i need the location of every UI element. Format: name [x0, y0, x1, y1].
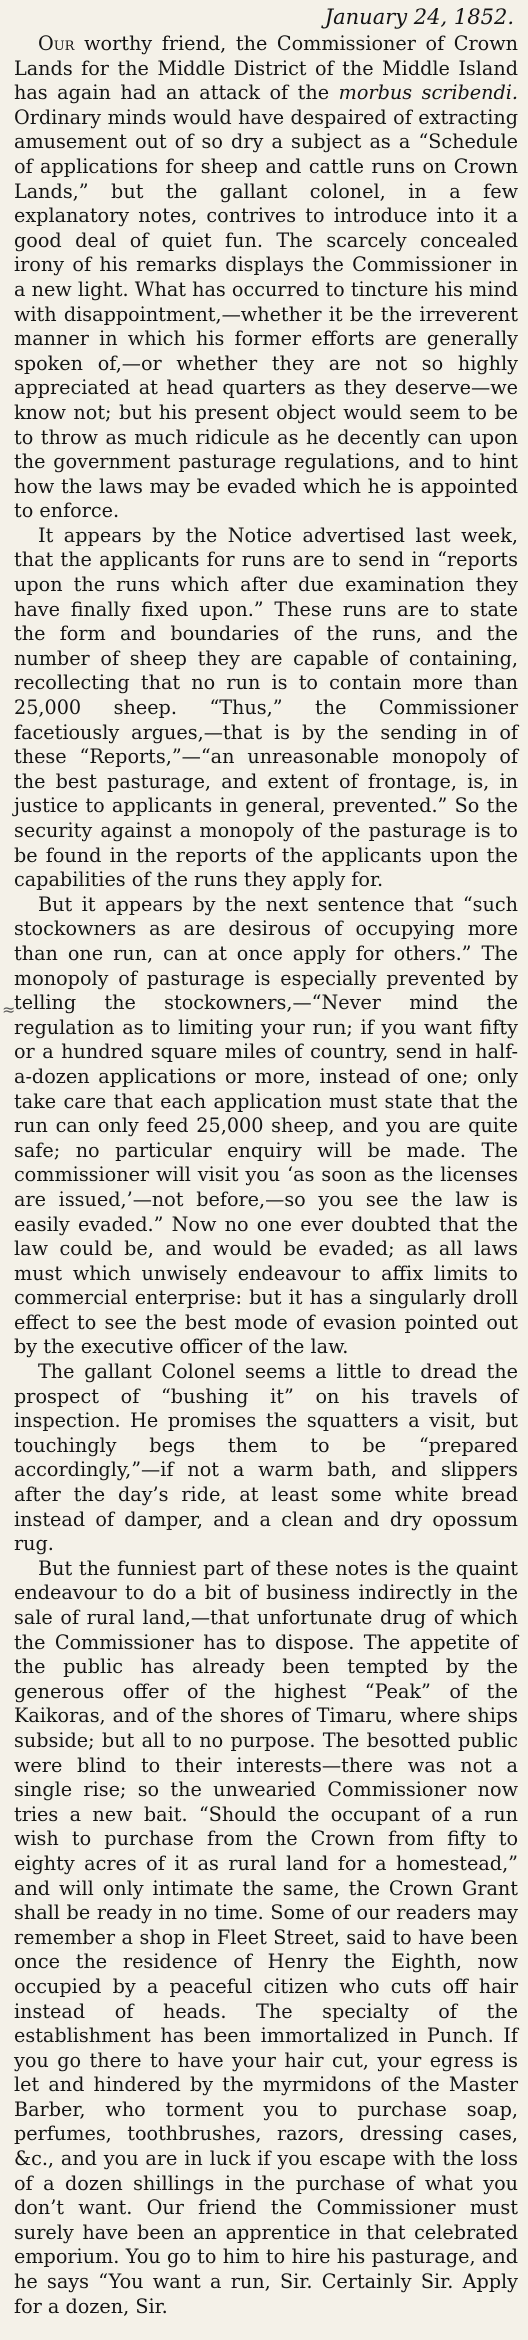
paragraph-3: But it appears by the next sentence that “such stockowners as are desirous of occupying more than one run, can at once apply for others.” The monopoly of pasturage is especially prevented by telling the stockowners,—“Never mind the regulation as to limiting your run; if you want fifty or a hundred square miles of country, send in half-a-dozen applications or more, instead of one; only take care that each application must state that the run can only feed 25,000 sheep, and you are quite safe; no particular enquiry will be made. The commissioner will visit you ‘as soon as the licenses are issued,’—not before,—so you see the law is easily evaded.” Now no one ever doubted that the law could be, and would be evaded; as all laws must which unwisely endeavour to affix limits to commercial enterprise: but it has a singularly droll effect to see the best mode of evasion pointed out by the executive officer of the law.: [14, 892, 518, 1359]
margin-mark-icon: ≈: [2, 1000, 16, 1019]
paragraph-1: [14, 32, 518, 524]
paragraph-4: The gallant Colonel seems a little to dread the prospect of “bushing it” on his travels of inspection. He promises the squatters a visit, but touchingly begs them to be “prepared accordingly,”—if not a warm bath, and slippers after the day’s ride, at least some white bread instead of damper, and a clean and dry opossum rug.: [14, 1360, 518, 1556]
paragraph-2: It appears by the Notice advertised last week, that the applicants for runs are to send in “reports upon the runs which after due examination they have finally fixed upon.” These runs are to state the form and boundaries of the runs, and the number of sheep they are capable of containing, recollecting that no run is to contain more than 25,000 sheep. “Thus,” the Commissioner facetiously argues,—that is by the sending in of these “Reports,”—“an unreasonable monopoly of the best pasturage, and extent of frontage, is, in justice to applicants in general, prevented.” So the security against a monopoly of the pasturage is to be found in the reports of the applicants upon the capabilities of the runs they apply for.: [14, 523, 518, 892]
paragraph-5: But the funniest part of these notes is the quaint endeavour to do a bit of business indirectly in the sale of rural land,—that unfortunate drug of which the Commissioner has to dispose. The appetite of the public has already been tempted by the generous offer of the highest “Peak” of the Kaikoras, and of the shores of Timaru, where ships subside; but all to no purpose. The besotted public were blind to their interests—there was not a single rise; so the unwearied Commissioner now tries a new bait. “Should the occupant of a run wish to purchase from the Crown from fifty to eighty acres of it as rural land for a homestead,” and will only intimate the same, the Crown Grant shall be ready in no time. Some of our readers may remember a shop in Fleet Street, said to have been once the residence of Henry the Eighth, now occupied by a peaceful citizen who cuts off hair instead of heads. The specialty of the establishment has been immortalized in Punch. If you go there to have your hair cut, your egress is let and hindered by the myrmidons of the Master Barber, who torment you to purchase soap, perfumes, toothbrushes, razors, dressing cases, &c., and you are in luck if you escape with the loss of a dozen shillings in the purchase of what you don’t want. Our friend the Commissioner must surely have been an apprentice in that celebrated emporium. You go to him to hire his pasturage, and he says “You want a run, Sir. Certainly Sir. Apply for a dozen, Sir.: [14, 1556, 518, 2318]
lead-word: Our: [38, 32, 75, 55]
paragraph-1-text-a: worthy friend, the Commissioner of Crown Lands for the Middle District of the Middle Island has again had an attack of the: [14, 32, 518, 105]
italic-phrase: morbus scribendi.: [338, 81, 519, 105]
paragraph-1-text-b: Ordinary minds would have despaired of extracting amusement out of so dry a subject as a “Schedule of applications for sheep and cattle runs on Crown Lands,” but the gallant colonel, in a few explanatory notes, contrives to introduce into it a good deal of quiet fun. The scarcely concealed irony of his remarks displays the Commissioner in a new light. What has occurred to tincture his mind with disappointment,—whether it be the irreverent manner in which his former efforts are generally spoken of,—or whether they are not so highly appreciated at head quarters as they deserve—we know not; but his present object would seem to be to throw as much ridicule as he decently can upon the government pasturage regulations, and to hint how the laws may be evaded which he is appointed to enforce.: [14, 105, 518, 523]
article-body: [14, 32, 518, 2319]
dateline: January 24, 1852.: [324, 5, 514, 29]
